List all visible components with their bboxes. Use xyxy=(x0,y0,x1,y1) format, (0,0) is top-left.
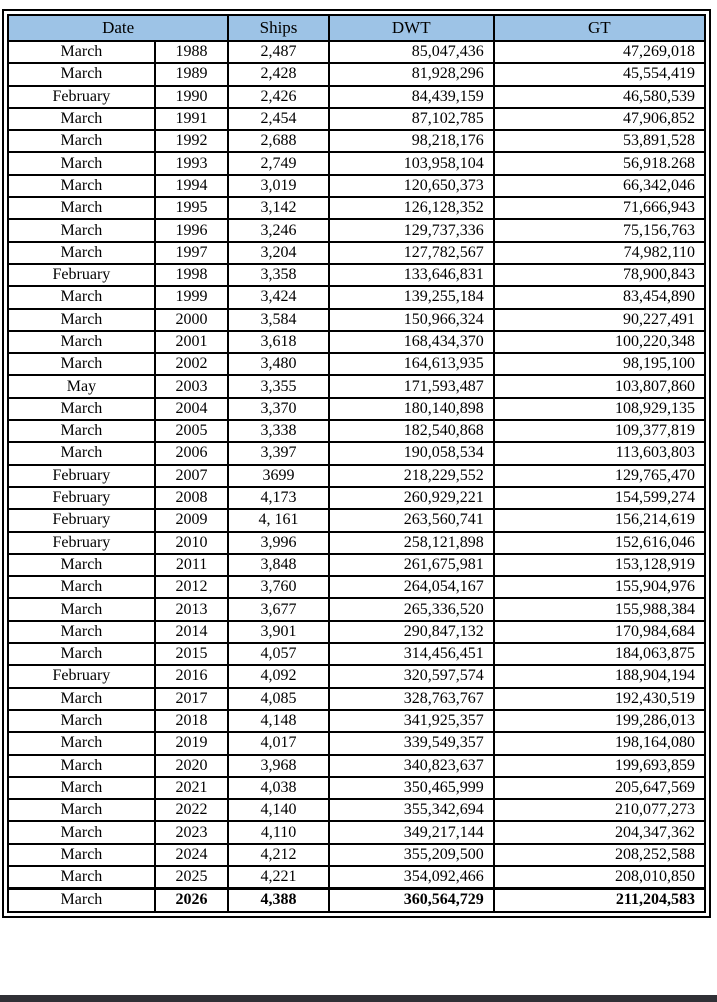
cell-month: March xyxy=(8,398,155,420)
cell-dwt: 87,102,785 xyxy=(329,108,494,130)
cell-year: 1989 xyxy=(155,63,228,85)
page-bottom-edge xyxy=(0,995,717,1002)
cell-gt: 78,900,843 xyxy=(494,264,705,286)
cell-ships: 3699 xyxy=(228,465,329,487)
cell-month: March xyxy=(8,621,155,643)
cell-year: 2026 xyxy=(155,889,228,912)
cell-year: 2011 xyxy=(155,554,228,576)
cell-month: March xyxy=(8,866,155,889)
table-row xyxy=(8,844,705,866)
table-row xyxy=(8,532,705,554)
cell-ships: 3,424 xyxy=(228,286,329,308)
cell-ships: 4,017 xyxy=(228,732,329,754)
table-row xyxy=(8,487,705,509)
cell-gt: 155,904,976 xyxy=(494,576,705,598)
table-row xyxy=(8,509,705,531)
table-row xyxy=(8,398,705,420)
cell-gt: 210,077,273 xyxy=(494,799,705,821)
cell-ships: 4,110 xyxy=(228,821,329,843)
cell-ships: 3,370 xyxy=(228,398,329,420)
cell-year: 2022 xyxy=(155,799,228,821)
cell-ships: 3,677 xyxy=(228,598,329,620)
cell-gt: 154,599,274 xyxy=(494,487,705,509)
cell-ships: 3,760 xyxy=(228,576,329,598)
cell-dwt: 260,929,221 xyxy=(329,487,494,509)
cell-dwt: 85,047,436 xyxy=(329,41,494,63)
cell-year: 2013 xyxy=(155,598,228,620)
cell-gt: 208,010,850 xyxy=(494,866,705,889)
cell-month: March xyxy=(8,688,155,710)
table-row xyxy=(8,442,705,464)
cell-dwt: 350,465,999 xyxy=(329,777,494,799)
table-row xyxy=(8,465,705,487)
cell-dwt: 354,092,466 xyxy=(329,866,494,889)
cell-dwt: 139,255,184 xyxy=(329,286,494,308)
cell-ships: 4,038 xyxy=(228,777,329,799)
cell-dwt: 133,646,831 xyxy=(329,264,494,286)
cell-year: 2005 xyxy=(155,420,228,442)
table-row xyxy=(8,286,705,308)
cell-ships: 4,057 xyxy=(228,643,329,665)
cell-gt: 45,554,419 xyxy=(494,63,705,85)
table-row xyxy=(8,732,705,754)
cell-dwt: 341,925,357 xyxy=(329,710,494,732)
table-row xyxy=(8,242,705,264)
cell-dwt: 103,958,104 xyxy=(329,152,494,174)
cell-gt: 170,984,684 xyxy=(494,621,705,643)
table-row xyxy=(8,130,705,152)
cell-month: March xyxy=(8,108,155,130)
cell-year: 1988 xyxy=(155,41,228,63)
cell-month: March xyxy=(8,554,155,576)
cell-month: March xyxy=(8,576,155,598)
cell-gt: 108,929,135 xyxy=(494,398,705,420)
table-body xyxy=(8,41,705,912)
cell-gt: 47,906,852 xyxy=(494,108,705,130)
cell-month: March xyxy=(8,152,155,174)
cell-year: 1999 xyxy=(155,286,228,308)
table-row xyxy=(8,598,705,620)
cell-ships: 4,212 xyxy=(228,844,329,866)
cell-year: 2025 xyxy=(155,866,228,889)
cell-gt: 74,982,110 xyxy=(494,242,705,264)
cell-month: March xyxy=(8,63,155,85)
cell-month: March xyxy=(8,844,155,866)
cell-month: March xyxy=(8,799,155,821)
cell-month: February xyxy=(8,487,155,509)
cell-dwt: 360,564,729 xyxy=(329,889,494,912)
table-row xyxy=(8,889,705,912)
cell-year: 1994 xyxy=(155,175,228,197)
cell-gt: 208,252,588 xyxy=(494,844,705,866)
cell-gt: 152,616,046 xyxy=(494,532,705,554)
cell-ships: 2,426 xyxy=(228,86,329,108)
table-row xyxy=(8,665,705,687)
cell-gt: 90,227,491 xyxy=(494,309,705,331)
cell-month: February xyxy=(8,509,155,531)
cell-month: March xyxy=(8,821,155,843)
cell-year: 2009 xyxy=(155,509,228,531)
cell-ships: 4, 161 xyxy=(228,509,329,531)
cell-gt: 47,269,018 xyxy=(494,41,705,63)
cell-year: 2012 xyxy=(155,576,228,598)
table-row xyxy=(8,331,705,353)
cell-month: March xyxy=(8,309,155,331)
cell-ships: 3,397 xyxy=(228,442,329,464)
cell-gt: 155,988,384 xyxy=(494,598,705,620)
cell-ships: 3,848 xyxy=(228,554,329,576)
cell-ships: 3,901 xyxy=(228,621,329,643)
cell-month: March xyxy=(8,643,155,665)
cell-gt: 192,430,519 xyxy=(494,688,705,710)
cell-gt: 98,195,100 xyxy=(494,353,705,375)
cell-year: 2014 xyxy=(155,621,228,643)
cell-gt: 83,454,890 xyxy=(494,286,705,308)
header-row xyxy=(8,15,705,41)
cell-gt: 75,156,763 xyxy=(494,219,705,241)
cell-year: 1993 xyxy=(155,152,228,174)
cell-month: March xyxy=(8,442,155,464)
cell-ships: 3,968 xyxy=(228,755,329,777)
cell-gt: 211,204,583 xyxy=(494,889,705,912)
cell-dwt: 171,593,487 xyxy=(329,375,494,397)
cell-gt: 103,807,860 xyxy=(494,375,705,397)
cell-month: March xyxy=(8,175,155,197)
cell-month: March xyxy=(8,420,155,442)
cell-year: 2003 xyxy=(155,375,228,397)
cell-gt: 188,904,194 xyxy=(494,665,705,687)
cell-ships: 4,221 xyxy=(228,866,329,889)
cell-ships: 3,246 xyxy=(228,219,329,241)
cell-month: March xyxy=(8,130,155,152)
cell-gt: 100,220,348 xyxy=(494,331,705,353)
cell-year: 2017 xyxy=(155,688,228,710)
cell-dwt: 180,140,898 xyxy=(329,398,494,420)
cell-month: March xyxy=(8,710,155,732)
cell-year: 1995 xyxy=(155,197,228,219)
cell-ships: 2,487 xyxy=(228,41,329,63)
cell-dwt: 98,218,176 xyxy=(329,130,494,152)
table-row xyxy=(8,576,705,598)
cell-year: 2016 xyxy=(155,665,228,687)
cell-ships: 3,480 xyxy=(228,353,329,375)
cell-dwt: 129,737,336 xyxy=(329,219,494,241)
cell-month: February xyxy=(8,264,155,286)
cell-month: March xyxy=(8,889,155,912)
cell-gt: 66,342,046 xyxy=(494,175,705,197)
table-row xyxy=(8,755,705,777)
table-row xyxy=(8,621,705,643)
cell-month: March xyxy=(8,598,155,620)
cell-ships: 4,148 xyxy=(228,710,329,732)
cell-year: 2019 xyxy=(155,732,228,754)
cell-gt: 204,347,362 xyxy=(494,821,705,843)
cell-year: 1992 xyxy=(155,130,228,152)
cell-year: 2006 xyxy=(155,442,228,464)
cell-gt: 184,063,875 xyxy=(494,643,705,665)
cell-dwt: 314,456,451 xyxy=(329,643,494,665)
cell-month: March xyxy=(8,353,155,375)
cell-year: 1991 xyxy=(155,108,228,130)
table-row xyxy=(8,108,705,130)
cell-ships: 3,142 xyxy=(228,197,329,219)
cell-ships: 2,428 xyxy=(228,63,329,85)
cell-year: 2002 xyxy=(155,353,228,375)
cell-dwt: 218,229,552 xyxy=(329,465,494,487)
cell-dwt: 340,823,637 xyxy=(329,755,494,777)
table-row xyxy=(8,63,705,85)
cell-ships: 4,388 xyxy=(228,889,329,912)
cell-dwt: 320,597,574 xyxy=(329,665,494,687)
cell-dwt: 290,847,132 xyxy=(329,621,494,643)
cell-month: February xyxy=(8,465,155,487)
table-row xyxy=(8,375,705,397)
header-ships: Ships xyxy=(228,15,329,41)
table-row xyxy=(8,197,705,219)
table-row xyxy=(8,219,705,241)
cell-gt: 109,377,819 xyxy=(494,420,705,442)
cell-dwt: 127,782,567 xyxy=(329,242,494,264)
table-row xyxy=(8,777,705,799)
cell-month: March xyxy=(8,732,155,754)
cell-ships: 3,618 xyxy=(228,331,329,353)
cell-ships: 2,688 xyxy=(228,130,329,152)
cell-gt: 156,214,619 xyxy=(494,509,705,531)
cell-gt: 199,693,859 xyxy=(494,755,705,777)
cell-month: March xyxy=(8,197,155,219)
cell-month: March xyxy=(8,41,155,63)
cell-year: 2018 xyxy=(155,710,228,732)
table-row xyxy=(8,175,705,197)
cell-ships: 3,338 xyxy=(228,420,329,442)
table-row xyxy=(8,309,705,331)
cell-dwt: 328,763,767 xyxy=(329,688,494,710)
cell-month: March xyxy=(8,242,155,264)
cell-month: March xyxy=(8,755,155,777)
cell-ships: 2,454 xyxy=(228,108,329,130)
cell-ships: 4,085 xyxy=(228,688,329,710)
cell-gt: 153,128,919 xyxy=(494,554,705,576)
table-row xyxy=(8,688,705,710)
cell-ships: 4,173 xyxy=(228,487,329,509)
cell-ships: 3,355 xyxy=(228,375,329,397)
cell-dwt: 355,209,500 xyxy=(329,844,494,866)
header-date: Date xyxy=(8,15,228,41)
cell-dwt: 355,342,694 xyxy=(329,799,494,821)
cell-gt: 129,765,470 xyxy=(494,465,705,487)
cell-month: March xyxy=(8,219,155,241)
cell-dwt: 81,928,296 xyxy=(329,63,494,85)
cell-gt: 205,647,569 xyxy=(494,777,705,799)
cell-year: 2021 xyxy=(155,777,228,799)
fleet-table xyxy=(7,14,706,913)
cell-dwt: 264,054,167 xyxy=(329,576,494,598)
cell-gt: 46,580,539 xyxy=(494,86,705,108)
cell-ships: 3,358 xyxy=(228,264,329,286)
cell-ships: 3,996 xyxy=(228,532,329,554)
cell-year: 2008 xyxy=(155,487,228,509)
cell-dwt: 84,439,159 xyxy=(329,86,494,108)
cell-dwt: 258,121,898 xyxy=(329,532,494,554)
cell-month: March xyxy=(8,331,155,353)
cell-ships: 4,140 xyxy=(228,799,329,821)
cell-dwt: 126,128,352 xyxy=(329,197,494,219)
cell-dwt: 120,650,373 xyxy=(329,175,494,197)
table-row xyxy=(8,264,705,286)
cell-ships: 2,749 xyxy=(228,152,329,174)
cell-dwt: 164,613,935 xyxy=(329,353,494,375)
cell-dwt: 182,540,868 xyxy=(329,420,494,442)
cell-ships: 3,584 xyxy=(228,309,329,331)
cell-ships: 3,019 xyxy=(228,175,329,197)
cell-year: 2023 xyxy=(155,821,228,843)
cell-month: February xyxy=(8,86,155,108)
cell-dwt: 265,336,520 xyxy=(329,598,494,620)
cell-year: 1996 xyxy=(155,219,228,241)
cell-gt: 199,286,013 xyxy=(494,710,705,732)
cell-month: February xyxy=(8,532,155,554)
cell-year: 2001 xyxy=(155,331,228,353)
cell-year: 2004 xyxy=(155,398,228,420)
table-row xyxy=(8,799,705,821)
cell-gt: 198,164,080 xyxy=(494,732,705,754)
table-row xyxy=(8,554,705,576)
cell-gt: 53,891,528 xyxy=(494,130,705,152)
table-row xyxy=(8,353,705,375)
cell-dwt: 168,434,370 xyxy=(329,331,494,353)
cell-year: 1990 xyxy=(155,86,228,108)
cell-gt: 56,918.268 xyxy=(494,152,705,174)
table-row xyxy=(8,643,705,665)
cell-gt: 113,603,803 xyxy=(494,442,705,464)
cell-ships: 4,092 xyxy=(228,665,329,687)
cell-month: March xyxy=(8,777,155,799)
cell-dwt: 339,549,357 xyxy=(329,732,494,754)
cell-year: 2000 xyxy=(155,309,228,331)
cell-dwt: 190,058,534 xyxy=(329,442,494,464)
cell-year: 1997 xyxy=(155,242,228,264)
table-row xyxy=(8,710,705,732)
cell-dwt: 349,217,144 xyxy=(329,821,494,843)
cell-year: 2020 xyxy=(155,755,228,777)
table-row xyxy=(8,866,705,889)
table-row xyxy=(8,86,705,108)
cell-dwt: 263,560,741 xyxy=(329,509,494,531)
cell-dwt: 261,675,981 xyxy=(329,554,494,576)
cell-dwt: 150,966,324 xyxy=(329,309,494,331)
table-row xyxy=(8,41,705,63)
table-row xyxy=(8,420,705,442)
cell-year: 2010 xyxy=(155,532,228,554)
cell-ships: 3,204 xyxy=(228,242,329,264)
table-row xyxy=(8,821,705,843)
cell-year: 2024 xyxy=(155,844,228,866)
cell-year: 2015 xyxy=(155,643,228,665)
header-dwt: DWT xyxy=(329,15,494,41)
table-row xyxy=(8,152,705,174)
cell-gt: 71,666,943 xyxy=(494,197,705,219)
cell-month: February xyxy=(8,665,155,687)
cell-year: 1998 xyxy=(155,264,228,286)
header-gt: GT xyxy=(494,15,705,41)
cell-year: 2007 xyxy=(155,465,228,487)
cell-month: March xyxy=(8,286,155,308)
cell-month: May xyxy=(8,375,155,397)
fleet-table-frame xyxy=(2,9,711,918)
